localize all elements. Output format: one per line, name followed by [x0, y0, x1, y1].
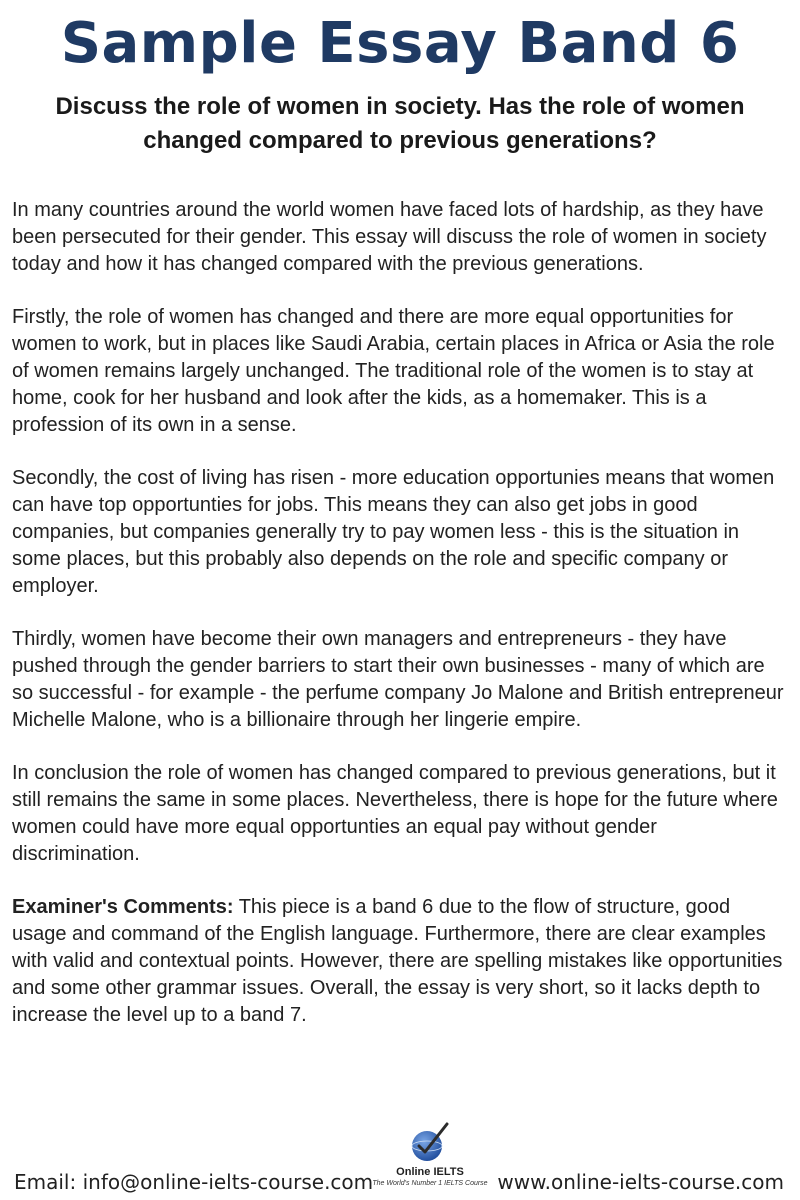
logo-name: Online IELTS: [396, 1166, 464, 1178]
footer-email[interactable]: Email: info@online-ielts-course.com: [14, 1170, 374, 1194]
globe-checkmark-logo-icon: [370, 1120, 490, 1164]
essay-paragraph-intro: In many countries around the world women have faced lots of hardship, as they have been persecuted for their gender. This essay will discuss the role of women in society today and how it has changed compared with the previous generations.: [12, 199, 767, 275]
brand-logo: [370, 1120, 490, 1200]
examiner-comments: [12, 894, 790, 1029]
footer: [0, 1120, 800, 1200]
essay-paragraph-conclusion: In conclusion the role of women has changed compared to previous generations, but it still remains the same in some places. Nevertheless, there is hope for the future where women could have more equal opportunties an equal pay without gender discrimination.: [12, 762, 778, 865]
essay-paragraph-third: Thirdly, women have become their own managers and entrepreneurs - they have pushed through the gender barriers to start their own businesses - many of which are so successful - for example - the perfume company Jo Malone and British entrepreneur Michelle Malone, who is a billionaire through her lingerie empire.: [12, 628, 784, 731]
logo-tagline: The World's Number 1 IELTS Course: [372, 1180, 488, 1187]
footer-website[interactable]: www.online-ielts-course.com: [497, 1170, 784, 1194]
examiner-comments-label: Examiner's Comments:: [12, 896, 234, 918]
essay-paragraph-second: Secondly, the cost of living has risen - more education opportunies means that women can have top opportunties for jobs. This means they can also get jobs in good companies, but companies generally try to pay women less - this is the situation in some places, but this probably also depends on the role and specific company or employer.: [12, 467, 775, 597]
examiner-comments-text: This piece is a band 6 due to the flow of structure, good usage and command of the English language. Furthermore, there are clear examples with valid and contextual points. However, there are spelling mistakes like opportunities and some other grammar issues. Overall, the essay is very short, so it lacks depth to increase the level up to a band 7.: [12, 896, 783, 1026]
essay-body: [12, 197, 790, 1055]
page-title: Sample Essay Band 6: [60, 11, 740, 76]
essay-question: Discuss the role of women in society. Has the role of women changed compared to previous generations?: [55, 93, 745, 154]
essay-paragraph-first: Firstly, the role of women has changed and there are more equal opportunities for women to work, but in places like Saudi Arabia, certain places in Africa or Asia the role of women remains largely unchanged. The traditional role of the women is to stay at home, cook for her husband and look after the kids, as a homemaker. This is a profession of its own in a sense.: [12, 306, 775, 436]
